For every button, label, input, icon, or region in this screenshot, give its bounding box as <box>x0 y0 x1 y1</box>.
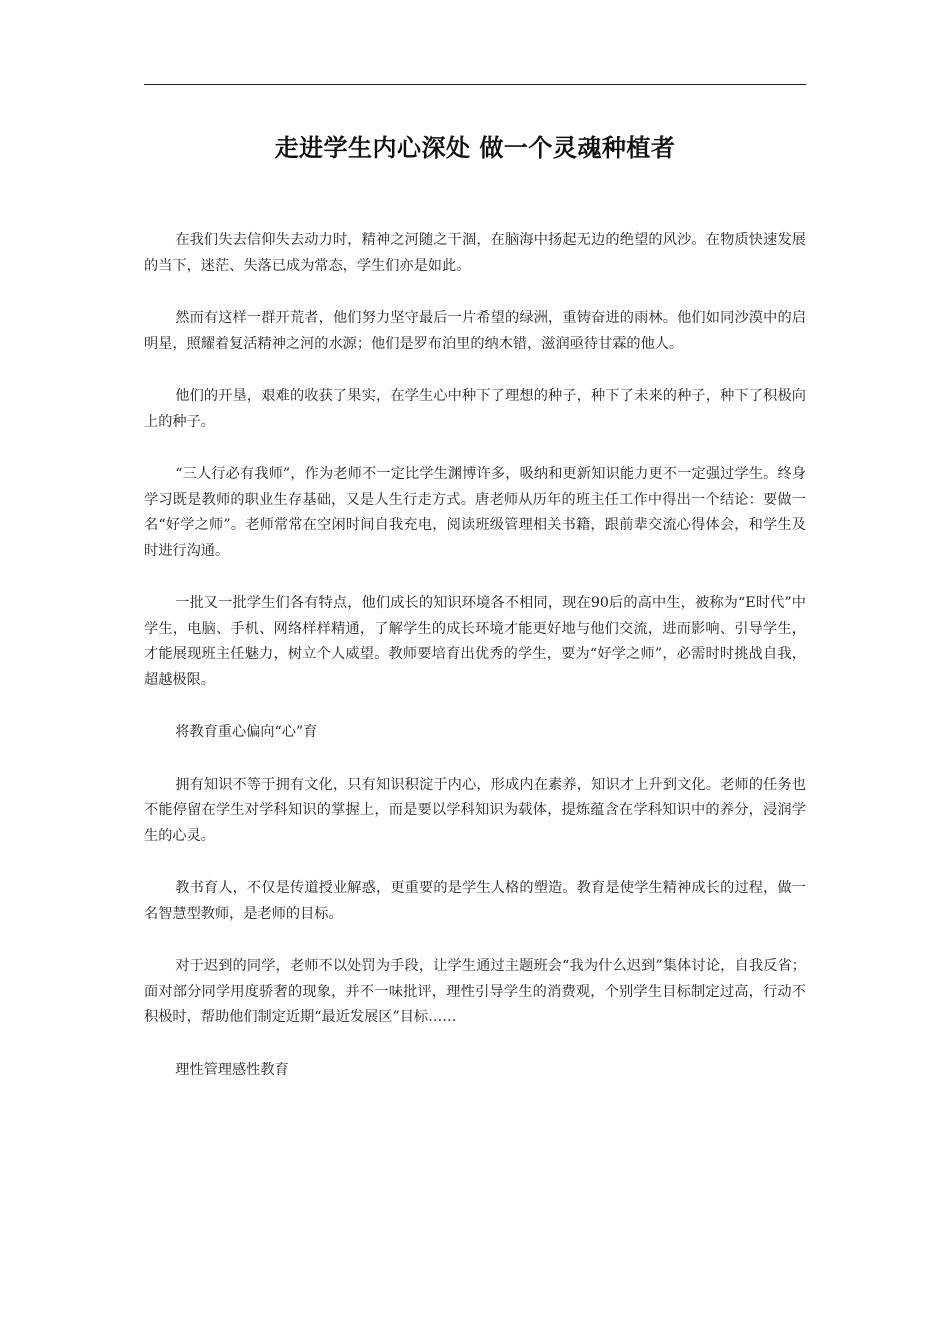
paragraph: 在我们失去信仰失去动力时，精神之河随之干涸，在脑海中扬起无边的绝望的风沙。在物质快速发展的当下，迷茫、失落已成为常态，学生们亦是如此。 <box>144 232 806 274</box>
section-heading: 将教育重心偏向“心”育 <box>175 724 318 740</box>
document-title: 走进学生内心深处 做一个灵魂种植者 <box>274 134 676 162</box>
section-heading: 理性管理感性教育 <box>175 1061 289 1078</box>
header-rule <box>144 84 806 85</box>
paragraph: 教书育人，不仅是传道授业解惑，更重要的是学生人格的塑造。教育是使学生精神成长的过程，做一名智慧型教师，是老师的目标。 <box>144 880 806 922</box>
document-body <box>144 228 806 1110</box>
paragraph: 一批又一批学生们各有特点，他们成长的知识环境各不相同，现在90后的高中生，被称为“E时代”中学生，电脑、手机、网络样样精通，了解学生的成长环境才能更好地与他们交流，进而影响、引导学生，才能展现班主任魅力，树立个人威望。教师要培育出优秀的学生，要为“好学之师”，必需时时挑战自我，超越极限。 <box>144 595 806 688</box>
paragraph: 他们的开垦，艰难的收获了果实，在学生心中种下了理想的种子，种下了未来的种子，种下了积极向上的种子。 <box>144 388 806 430</box>
paragraph: “三人行必有我师”，作为老师不一定比学生渊博许多，吸纳和更新知识能力更不一定强过学生。终身学习既是教师的职业生存基础，又是人生行走方式。唐老师从历年的班主任工作中得出一个结论：要做一名“好学之师”。老师常常在空闲时间自我充电，阅读班级管理相关书籍，跟前辈交流心得体会，和学生及时进行沟通。 <box>144 466 806 559</box>
paragraph: 然而有这样一群开荒者，他们努力坚守最后一片希望的绿洲，重铸奋进的雨林。他们如同沙漠中的启明星，照耀着复活精神之河的水源；他们是罗布泊里的纳木错，滋润亟待甘霖的他人。 <box>144 310 806 352</box>
paragraph: 拥有知识不等于拥有文化，只有知识积淀于内心，形成内在素养，知识才上升到文化。老师的任务也不能停留在学生对学科知识的掌握上，而是要以学科知识为载体，提炼蕴含在学科知识中的养分，浸润学生的心灵。 <box>144 776 806 844</box>
document-page <box>144 0 806 1344</box>
paragraph: 对于迟到的同学，老师不以处罚为手段，让学生通过主题班会“我为什么迟到”集体讨论，自我反省；面对部分同学用度骄奢的现象，并不一味批评，理性引导学生的消费观，个别学生目标制定过高，行动不积极时，帮助他们制定近期“最近发展区”目标…… <box>144 958 806 1025</box>
